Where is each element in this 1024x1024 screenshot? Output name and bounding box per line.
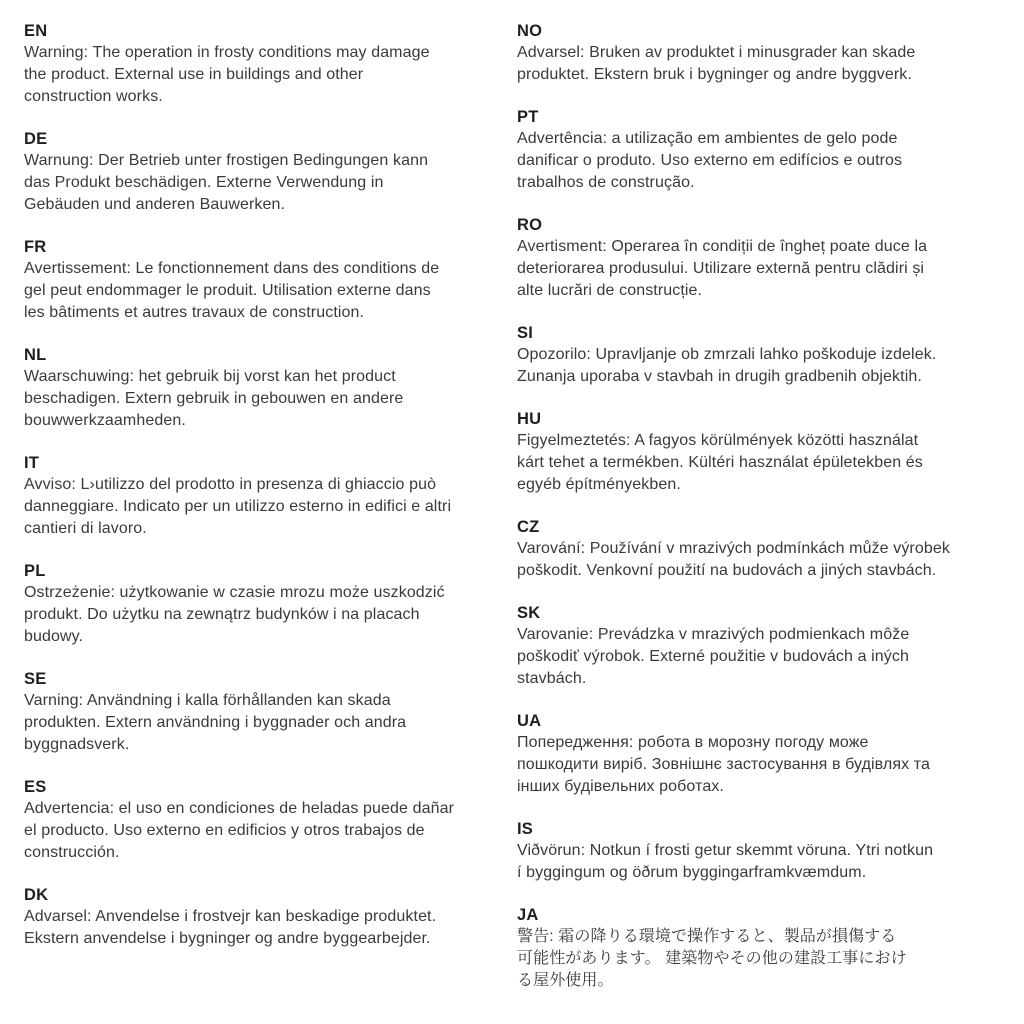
language-code-label: NO xyxy=(517,22,543,40)
warning-text-line: das Produkt beschädigen. Externe Verwendung in xyxy=(24,174,384,191)
warning-text-line: trabalhos de construção. xyxy=(517,174,695,191)
warning-text-line: byggnadsverk. xyxy=(24,736,130,753)
warning-text-line: Advarsel: Bruken av produktet i minusgrader kan skade xyxy=(517,44,916,61)
language-section-ua xyxy=(517,710,1004,798)
warning-text-line: Advertência: a utilização em ambientes de gelo pode xyxy=(517,130,898,147)
language-section-ro xyxy=(517,214,1004,302)
warning-text-line: the product. External use in buildings and other xyxy=(24,66,364,83)
language-code-label: SK xyxy=(517,604,541,622)
warning-text-line: beschadigen. Extern gebruik in gebouwen en andere xyxy=(24,390,404,407)
warning-text-line: Avviso: L›utilizzo del prodotto in presenza di ghiaccio può xyxy=(24,476,437,493)
language-code-label: JA xyxy=(517,906,539,924)
language-section-es xyxy=(24,776,517,864)
warning-text-line: deteriorarea produsului. Utilizare externă pentru clădiri și xyxy=(517,260,925,277)
language-section-de xyxy=(24,128,517,216)
language-section-pt xyxy=(517,106,1004,194)
warning-text-line: інших будівельних роботах. xyxy=(517,778,724,795)
warning-text-line: cantieri di lavoro. xyxy=(24,520,147,537)
language-section-no xyxy=(517,20,1004,86)
warning-text-line: í byggingum og öðrum byggingarframkvæmdum. xyxy=(517,864,867,881)
language-code-label: CZ xyxy=(517,518,540,536)
language-section-fr xyxy=(24,236,517,324)
warning-text-line: les bâtiments et autres travaux de construction. xyxy=(24,304,365,321)
language-section-hu xyxy=(517,408,1004,496)
warning-text-line: Varování: Používání v mrazivých podmínkách může výrobek xyxy=(517,540,950,557)
warning-text-line: Ekstern anvendelse i bygninger og andre byggearbejder. xyxy=(24,930,431,947)
language-section-sk xyxy=(517,602,1004,690)
language-section-dk xyxy=(24,884,517,950)
warning-text-line: stavbách. xyxy=(517,670,587,687)
warning-text-line: Figyelmeztetés: A fagyos körülmények közötti használat xyxy=(517,432,919,449)
warning-text-line: 警告: 霜の降りる環境で操作すると、製品が損傷する xyxy=(517,928,897,945)
warning-text-line: el producto. Uso externo en edificios y otros trabajos de xyxy=(24,822,425,839)
warning-text-line: bouwwerkzaamheden. xyxy=(24,412,186,429)
language-code-label: RO xyxy=(517,216,543,234)
warning-text-line: 可能性があります。 建築物やその他の建設工事におけ xyxy=(517,950,907,967)
warning-text-line: Viðvörun: Notkun í frosti getur skemmt vöruna. Ytri notkun xyxy=(517,842,934,859)
warning-text-line: пошкодити виріб. Зовнішнє застосування в будівлях та xyxy=(517,756,931,773)
language-section-is xyxy=(517,818,1004,884)
language-code-label: DE xyxy=(24,130,48,148)
warning-text-line: construcción. xyxy=(24,844,120,861)
language-section-se xyxy=(24,668,517,756)
warning-text-line: Gebäuden und anderen Bauwerken. xyxy=(24,196,286,213)
language-section-it xyxy=(24,452,517,540)
language-code-label: NL xyxy=(24,346,47,364)
warning-text-line: poškodiť výrobok. Externé použitie v budovách a iných xyxy=(517,648,909,665)
left-column xyxy=(24,20,517,1024)
warning-text-line: produkten. Extern användning i byggnader och andra xyxy=(24,714,407,731)
warning-text-line: Advarsel: Anvendelse i frostvejr kan beskadige produktet. xyxy=(24,908,437,925)
warning-text-line: Varning: Användning i kalla förhållanden kan skada xyxy=(24,692,391,709)
warning-text-line: danneggiare. Indicato per un utilizzo esterno in edifici e altri xyxy=(24,498,452,515)
language-code-label: SI xyxy=(517,324,533,342)
language-section-ja xyxy=(517,904,1004,992)
warning-text-line: Advertencia: el uso en condiciones de heladas puede dañar xyxy=(24,800,455,817)
language-section-nl xyxy=(24,344,517,432)
language-code-label: IT xyxy=(24,454,40,472)
language-section-pl xyxy=(24,560,517,648)
language-code-label: DK xyxy=(24,886,49,904)
warning-text-line: Opozorilo: Upravljanje ob zmrzali lahko poškoduje izdelek. xyxy=(517,346,937,363)
language-code-label: ES xyxy=(24,778,47,796)
warning-text-line: Warnung: Der Betrieb unter frostigen Bedingungen kann xyxy=(24,152,429,169)
warning-text-line: budowy. xyxy=(24,628,84,645)
warning-text-line: Попередження: робота в морозну погоду може xyxy=(517,734,869,751)
language-section-en xyxy=(24,20,517,108)
warning-text-line: poškodit. Venkovní použití na budovách a jiných stavbách. xyxy=(517,562,937,579)
warning-text-line: kárt tehet a termékben. Kültéri használat épületekben és xyxy=(517,454,923,471)
warning-text-line: danificar o produto. Uso externo em edifícios e outros xyxy=(517,152,903,169)
language-code-label: PT xyxy=(517,108,539,126)
warning-text-line: Varovanie: Prevádzka v mrazivých podmienkach môže xyxy=(517,626,910,643)
warning-text-line: produktet. Ekstern bruk i bygninger og andre byggverk. xyxy=(517,66,912,83)
language-code-label: HU xyxy=(517,410,542,428)
warning-text-line: alte lucrări de construcție. xyxy=(517,282,703,299)
language-code-label: PL xyxy=(24,562,46,580)
language-code-label: UA xyxy=(517,712,542,730)
warning-text-line: Ostrzeżenie: użytkowanie w czasie mrozu może uszkodzić xyxy=(24,584,445,601)
language-section-si xyxy=(517,322,1004,388)
right-column xyxy=(517,20,1004,1024)
warning-text-line: Zunanja uporaba v stavbah in drugih gradbenih objektih. xyxy=(517,368,922,385)
language-code-label: IS xyxy=(517,820,533,838)
language-code-label: FR xyxy=(24,238,47,256)
warning-text-line: る屋外使用。 xyxy=(517,972,614,989)
language-section-cz xyxy=(517,516,1004,582)
warning-text-line: produkt. Do użytku na zewnątrz budynków i na placach xyxy=(24,606,420,623)
warning-text-line: egyéb építményekben. xyxy=(517,476,681,493)
language-code-label: SE xyxy=(24,670,47,688)
warning-text-line: Avertisment: Operarea în condiții de îngheț poate duce la xyxy=(517,238,928,255)
language-code-label: EN xyxy=(24,22,48,40)
warning-text-line: Waarschuwing: het gebruik bij vorst kan het product xyxy=(24,368,396,385)
warning-text-line: Avertissement: Le fonctionnement dans des conditions de xyxy=(24,260,440,277)
warning-text-line: Warning: The operation in frosty conditions may damage xyxy=(24,44,430,61)
warning-text-line: gel peut endommager le produit. Utilisation externe dans xyxy=(24,282,431,299)
warning-text-line: construction works. xyxy=(24,88,163,105)
